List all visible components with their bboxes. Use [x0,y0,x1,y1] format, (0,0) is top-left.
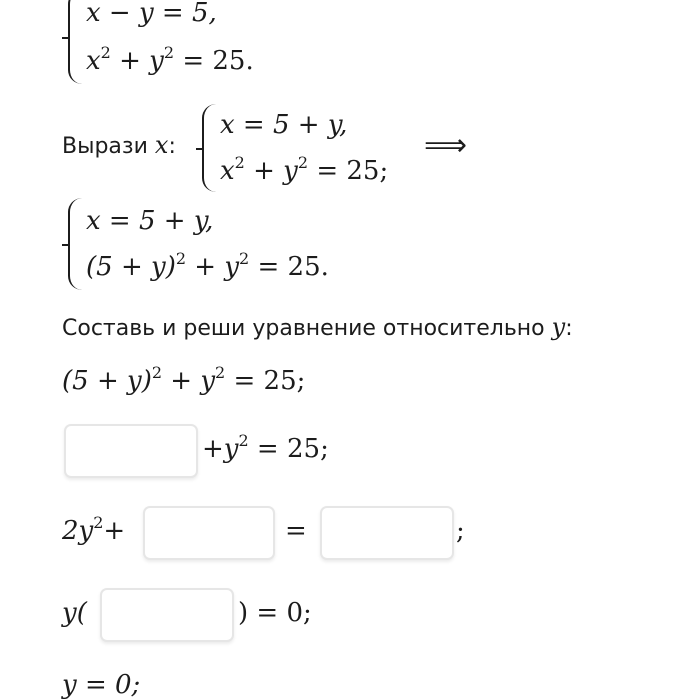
system-brace [202,104,216,192]
system3-line1: x = 5 + y, [86,206,214,236]
answer-input-3[interactable] [320,506,454,560]
equation-3-equals: = [285,516,307,546]
answer-input-1[interactable] [64,424,198,478]
express-line2: $x^2 + y^2 = 25$; [220,153,389,186]
equation-2: $+y^2 = 25$; [202,431,329,464]
equation-3-end: ; [456,516,465,546]
express-line1: x = 5 + y, [220,110,348,140]
system-brace [68,0,82,84]
answer-input-4[interactable] [100,588,234,642]
system1-line1: x − y = 5, [86,0,217,28]
system1-line2: $x^2 + y^2 = 25$. [86,43,254,76]
equation-1: $(5 + y)^2 + y^2 = 25$; [62,363,306,396]
equation-4-start: y( [62,598,87,628]
equation-3-start: $2y^2+$ [62,513,126,546]
answer-input-2[interactable] [143,506,275,560]
equation-5: y = 0; [62,670,141,700]
equation-4-end: ) = 0; [238,598,312,628]
implies-arrow: ⟹ [424,128,468,163]
instruction-text: Составь и реши уравнение относительно y: [62,313,573,341]
system3-line2: $(5 + y)^2 + y^2 = 25$. [86,249,329,282]
system-brace [68,198,82,290]
express-label: Вырази x: [62,131,176,159]
